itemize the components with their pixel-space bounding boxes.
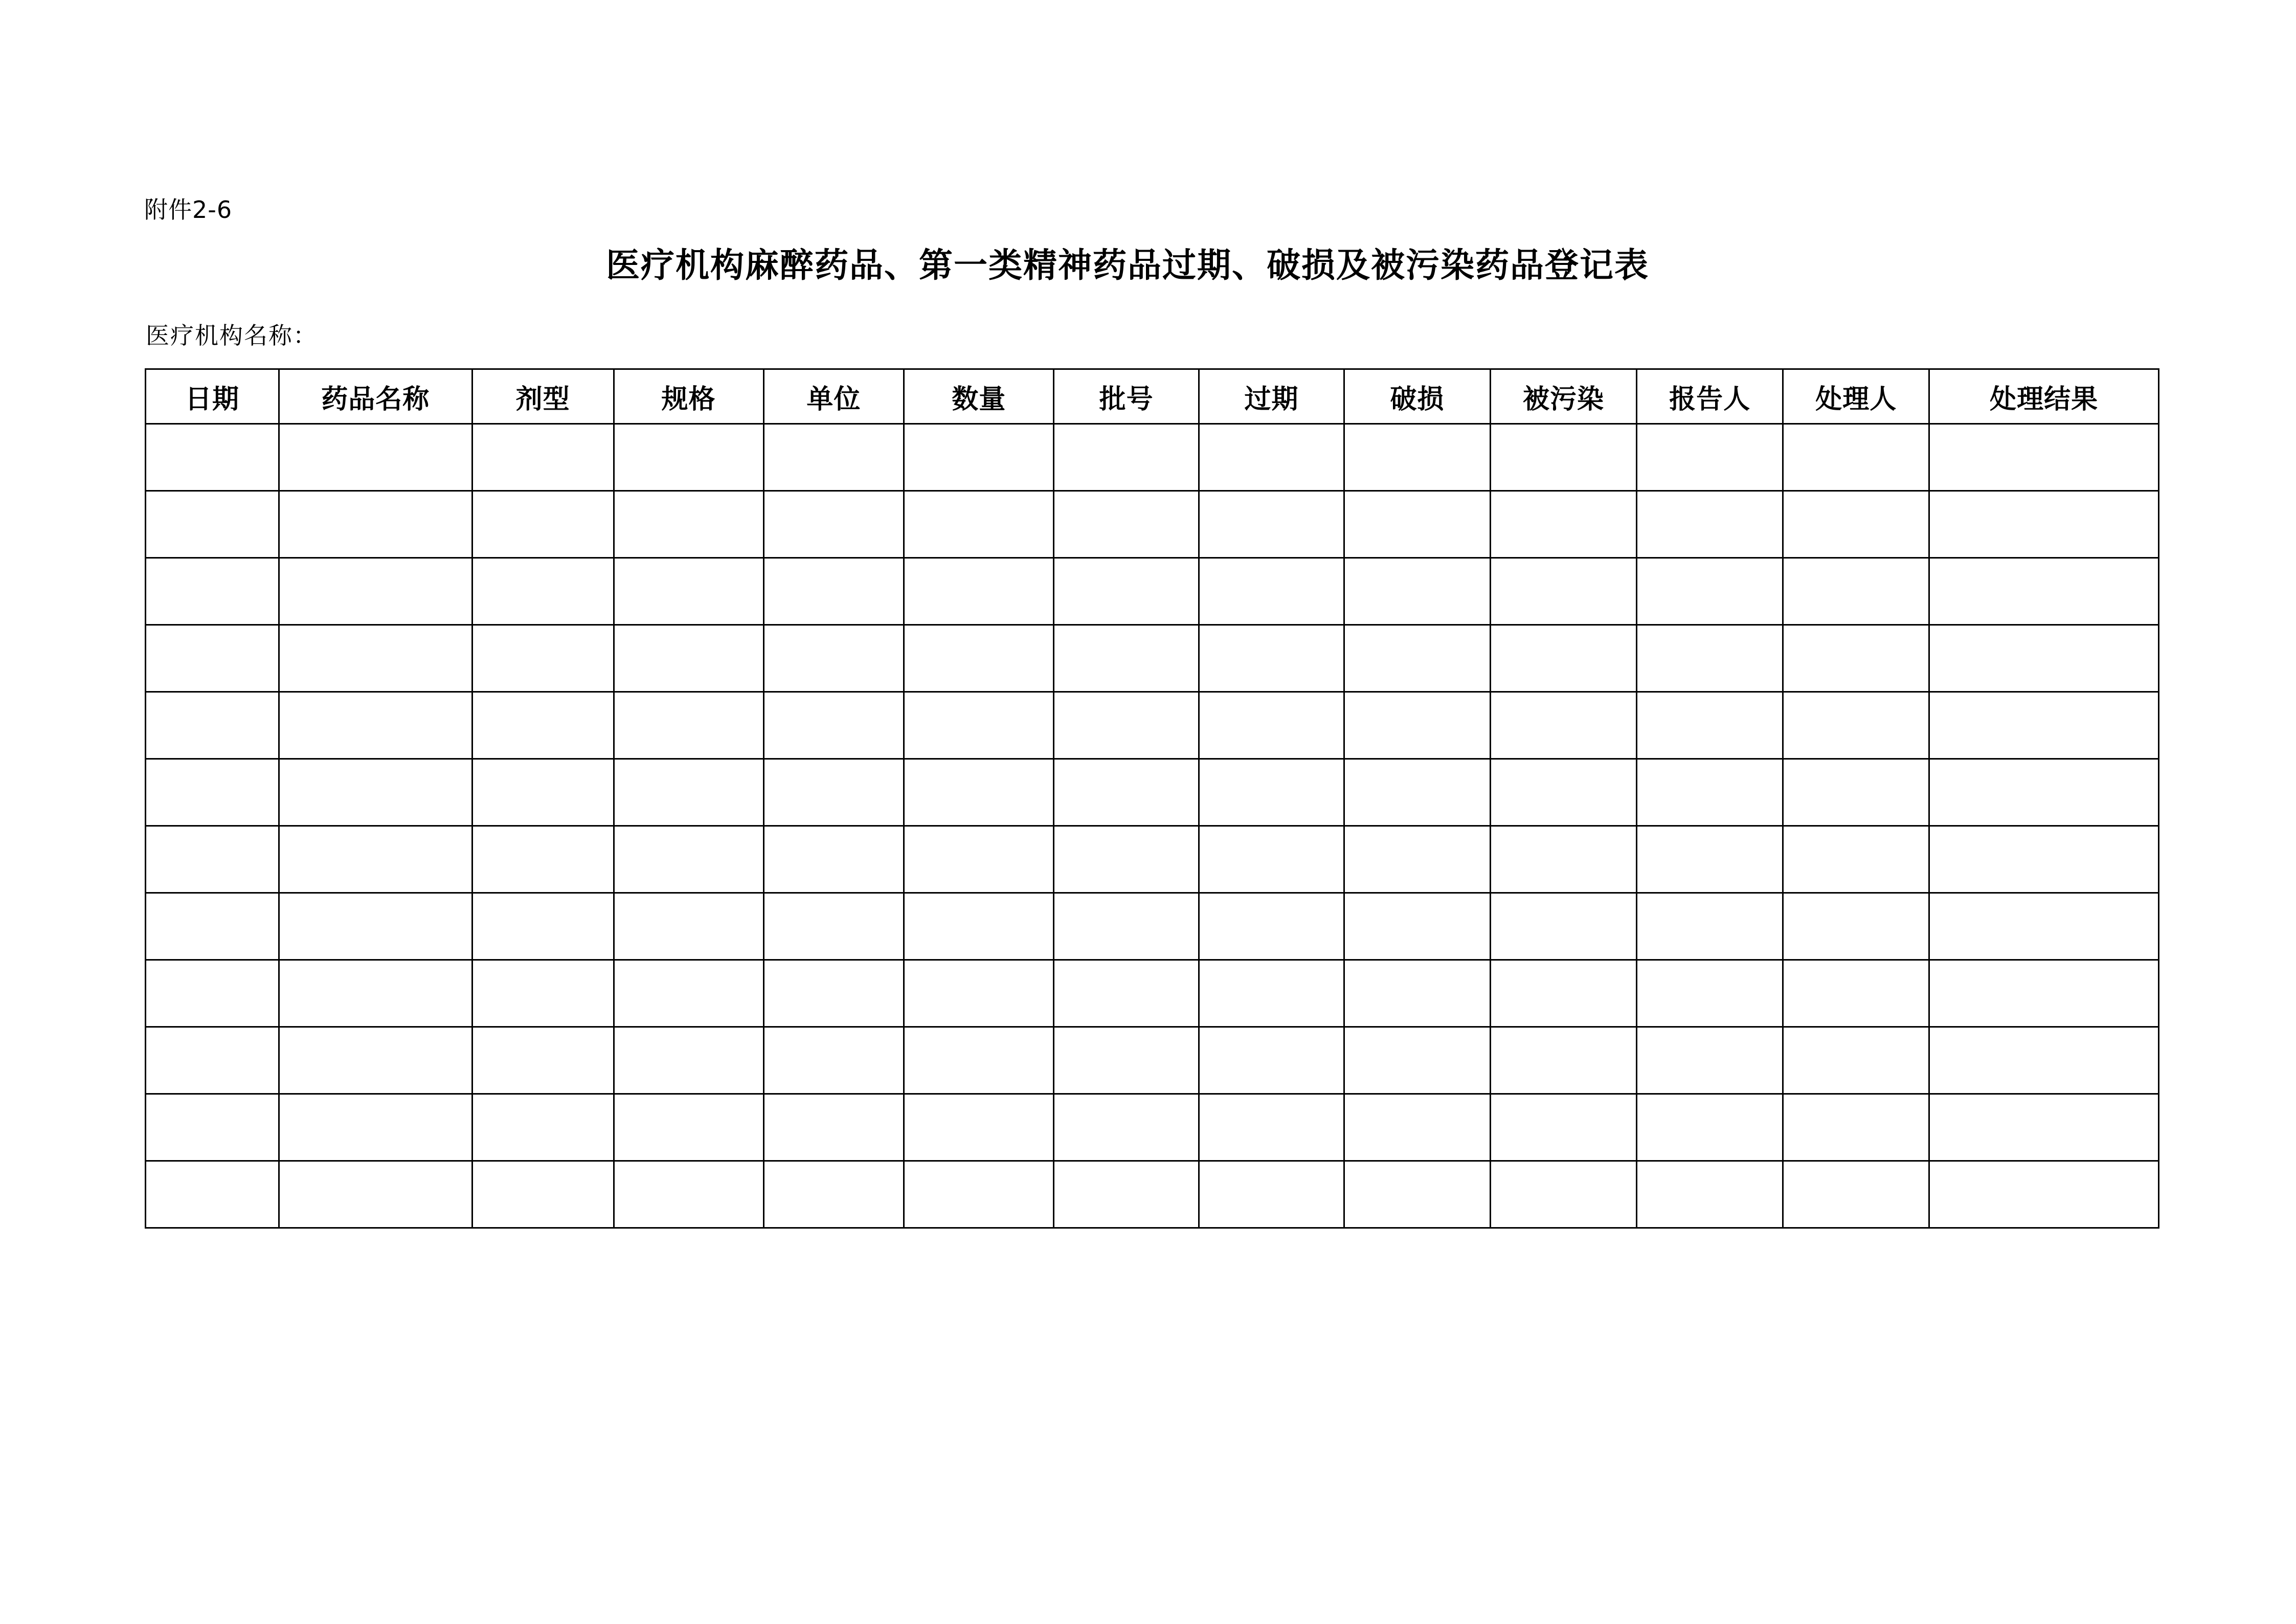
cell-damaged[interactable]: [1344, 424, 1490, 491]
cell-drug-name[interactable]: [279, 1161, 472, 1228]
cell-quantity[interactable]: [904, 1027, 1054, 1094]
cell-batch-number[interactable]: [1054, 960, 1199, 1027]
cell-batch-number[interactable]: [1054, 558, 1199, 625]
cell-drug-name[interactable]: [279, 491, 472, 558]
cell-handler[interactable]: [1783, 558, 1929, 625]
cell-date[interactable]: [146, 1094, 279, 1161]
cell-result[interactable]: [1929, 826, 2159, 893]
cell-damaged[interactable]: [1344, 625, 1490, 692]
cell-date[interactable]: [146, 692, 279, 759]
cell-contaminated[interactable]: [1490, 1161, 1636, 1228]
cell-quantity[interactable]: [904, 759, 1054, 826]
cell-quantity[interactable]: [904, 424, 1054, 491]
cell-contaminated[interactable]: [1490, 826, 1636, 893]
cell-handler[interactable]: [1783, 893, 1929, 960]
cell-result[interactable]: [1929, 1094, 2159, 1161]
table-row[interactable]: [146, 960, 2159, 1027]
page-title: 医疗机构麻醉药品、第一类精神药品过期、破损及被污染药品登记表: [606, 247, 1649, 284]
cell-contaminated[interactable]: [1490, 491, 1636, 558]
cell-handler[interactable]: [1783, 491, 1929, 558]
cell-date[interactable]: [146, 826, 279, 893]
table-row[interactable]: [146, 424, 2159, 491]
cell-reporter[interactable]: [1637, 424, 1783, 491]
cell-dosage-form[interactable]: [472, 759, 614, 826]
cell-batch-number[interactable]: [1054, 826, 1199, 893]
table-header-row: [146, 369, 2159, 424]
cell-specification[interactable]: [614, 1027, 763, 1094]
cell-date[interactable]: [146, 1027, 279, 1094]
cell-unit[interactable]: [763, 826, 904, 893]
cell-drug-name[interactable]: [279, 826, 472, 893]
table-row[interactable]: [146, 893, 2159, 960]
attachment-label: 附件2-6: [144, 196, 233, 224]
cell-damaged[interactable]: [1344, 558, 1490, 625]
cell-specification[interactable]: [614, 1094, 763, 1161]
column-header-expired: 过期: [1199, 369, 1344, 424]
table-body: [146, 424, 2159, 1228]
cell-unit[interactable]: [763, 893, 904, 960]
cell-quantity[interactable]: [904, 491, 1054, 558]
cell-contaminated[interactable]: [1490, 625, 1636, 692]
cell-expired[interactable]: [1199, 558, 1344, 625]
cell-reporter[interactable]: [1637, 960, 1783, 1027]
cell-contaminated[interactable]: [1490, 692, 1636, 759]
cell-drug-name[interactable]: [279, 1027, 472, 1094]
cell-specification[interactable]: [614, 1161, 763, 1228]
cell-drug-name[interactable]: [279, 558, 472, 625]
cell-unit[interactable]: [763, 558, 904, 625]
cell-damaged[interactable]: [1344, 759, 1490, 826]
cell-dosage-form[interactable]: [472, 491, 614, 558]
cell-dosage-form[interactable]: [472, 692, 614, 759]
column-header-contaminated: 被污染: [1490, 369, 1636, 424]
table-row[interactable]: [146, 692, 2159, 759]
cell-expired[interactable]: [1199, 1161, 1344, 1228]
organization-name-field: [146, 317, 318, 351]
cell-quantity[interactable]: [904, 826, 1054, 893]
cell-reporter[interactable]: [1637, 625, 1783, 692]
cell-dosage-form[interactable]: [472, 1094, 614, 1161]
cell-reporter[interactable]: [1637, 491, 1783, 558]
cell-reporter[interactable]: [1637, 1094, 1783, 1161]
cell-dosage-form[interactable]: [472, 1161, 614, 1228]
cell-reporter[interactable]: [1637, 759, 1783, 826]
cell-damaged[interactable]: [1344, 1027, 1490, 1094]
table-row[interactable]: [146, 1161, 2159, 1228]
registration-table: [145, 368, 2159, 1229]
cell-date[interactable]: [146, 491, 279, 558]
cell-drug-name[interactable]: [279, 692, 472, 759]
cell-result[interactable]: [1929, 759, 2159, 826]
cell-drug-name[interactable]: [279, 893, 472, 960]
cell-result[interactable]: [1929, 424, 2159, 491]
cell-specification[interactable]: [614, 826, 763, 893]
cell-drug-name[interactable]: [279, 625, 472, 692]
column-header-handler: 处理人: [1783, 369, 1929, 424]
cell-dosage-form[interactable]: [472, 558, 614, 625]
cell-batch-number[interactable]: [1054, 759, 1199, 826]
cell-unit[interactable]: [763, 692, 904, 759]
cell-handler[interactable]: [1783, 424, 1929, 491]
cell-contaminated[interactable]: [1490, 1094, 1636, 1161]
cell-quantity[interactable]: [904, 1094, 1054, 1161]
cell-reporter[interactable]: [1637, 1161, 1783, 1228]
cell-drug-name[interactable]: [279, 1094, 472, 1161]
cell-expired[interactable]: [1199, 960, 1344, 1027]
table-row[interactable]: [146, 625, 2159, 692]
cell-quantity[interactable]: [904, 692, 1054, 759]
cell-dosage-form[interactable]: [472, 893, 614, 960]
column-header-specification: 规格: [614, 369, 763, 424]
cell-batch-number[interactable]: [1054, 491, 1199, 558]
cell-unit[interactable]: [763, 625, 904, 692]
cell-drug-name[interactable]: [279, 759, 472, 826]
cell-quantity[interactable]: [904, 625, 1054, 692]
cell-batch-number[interactable]: [1054, 424, 1199, 491]
cell-handler[interactable]: [1783, 826, 1929, 893]
cell-damaged[interactable]: [1344, 960, 1490, 1027]
cell-reporter[interactable]: [1637, 826, 1783, 893]
column-header-reporter: 报告人: [1637, 369, 1783, 424]
column-header-date: 日期: [146, 369, 279, 424]
cell-result[interactable]: [1929, 625, 2159, 692]
cell-expired[interactable]: [1199, 424, 1344, 491]
cell-batch-number[interactable]: [1054, 1094, 1199, 1161]
cell-expired[interactable]: [1199, 759, 1344, 826]
cell-expired[interactable]: [1199, 692, 1344, 759]
cell-date[interactable]: [146, 759, 279, 826]
cell-handler[interactable]: [1783, 759, 1929, 826]
cell-contaminated[interactable]: [1490, 893, 1636, 960]
cell-result[interactable]: [1929, 692, 2159, 759]
cell-expired[interactable]: [1199, 625, 1344, 692]
cell-specification[interactable]: [614, 759, 763, 826]
cell-date[interactable]: [146, 424, 279, 491]
cell-damaged[interactable]: [1344, 692, 1490, 759]
cell-date[interactable]: [146, 558, 279, 625]
cell-unit[interactable]: [763, 1027, 904, 1094]
column-header-unit: 单位: [763, 369, 904, 424]
cell-damaged[interactable]: [1344, 491, 1490, 558]
cell-contaminated[interactable]: [1490, 1027, 1636, 1094]
cell-dosage-form[interactable]: [472, 625, 614, 692]
cell-reporter[interactable]: [1637, 893, 1783, 960]
cell-contaminated[interactable]: [1490, 759, 1636, 826]
cell-drug-name[interactable]: [279, 424, 472, 491]
cell-unit[interactable]: [763, 1094, 904, 1161]
cell-drug-name[interactable]: [279, 960, 472, 1027]
cell-dosage-form[interactable]: [472, 1027, 614, 1094]
cell-specification[interactable]: [614, 692, 763, 759]
cell-handler[interactable]: [1783, 1161, 1929, 1228]
cell-expired[interactable]: [1199, 491, 1344, 558]
cell-date[interactable]: [146, 625, 279, 692]
cell-date[interactable]: [146, 960, 279, 1027]
cell-result[interactable]: [1929, 960, 2159, 1027]
table-row[interactable]: [146, 826, 2159, 893]
cell-expired[interactable]: [1199, 1027, 1344, 1094]
cell-handler[interactable]: [1783, 692, 1929, 759]
cell-contaminated[interactable]: [1490, 558, 1636, 625]
cell-date[interactable]: [146, 1161, 279, 1228]
table-row[interactable]: [146, 491, 2159, 558]
column-header-quantity: 数量: [904, 369, 1054, 424]
cell-result[interactable]: [1929, 491, 2159, 558]
cell-quantity[interactable]: [904, 960, 1054, 1027]
cell-reporter[interactable]: [1637, 558, 1783, 625]
cell-damaged[interactable]: [1344, 893, 1490, 960]
cell-batch-number[interactable]: [1054, 625, 1199, 692]
column-header-result: 处理结果: [1929, 369, 2159, 424]
cell-damaged[interactable]: [1344, 1161, 1490, 1228]
cell-batch-number[interactable]: [1054, 1027, 1199, 1094]
cell-specification[interactable]: [614, 893, 763, 960]
cell-unit[interactable]: [763, 1161, 904, 1228]
cell-batch-number[interactable]: [1054, 692, 1199, 759]
cell-reporter[interactable]: [1637, 692, 1783, 759]
cell-unit[interactable]: [763, 491, 904, 558]
cell-unit[interactable]: [763, 759, 904, 826]
table-row[interactable]: [146, 1027, 2159, 1094]
cell-expired[interactable]: [1199, 1094, 1344, 1161]
cell-result[interactable]: [1929, 1161, 2159, 1228]
cell-dosage-form[interactable]: [472, 826, 614, 893]
cell-contaminated[interactable]: [1490, 424, 1636, 491]
cell-handler[interactable]: [1783, 960, 1929, 1027]
cell-handler[interactable]: [1783, 1027, 1929, 1094]
cell-damaged[interactable]: [1344, 826, 1490, 893]
column-header-damaged: 破损: [1344, 369, 1490, 424]
cell-batch-number[interactable]: [1054, 893, 1199, 960]
cell-expired[interactable]: [1199, 826, 1344, 893]
cell-quantity[interactable]: [904, 558, 1054, 625]
cell-dosage-form[interactable]: [472, 960, 614, 1027]
organization-name-label: 医疗机构名称：: [146, 322, 318, 349]
cell-contaminated[interactable]: [1490, 960, 1636, 1027]
table-row[interactable]: [146, 1094, 2159, 1161]
cell-result[interactable]: [1929, 558, 2159, 625]
cell-handler[interactable]: [1783, 625, 1929, 692]
cell-specification[interactable]: [614, 558, 763, 625]
cell-expired[interactable]: [1199, 893, 1344, 960]
column-header-dosage-form: 剂型: [472, 369, 614, 424]
cell-result[interactable]: [1929, 1027, 2159, 1094]
column-header-drug-name: 药品名称: [279, 369, 472, 424]
cell-specification[interactable]: [614, 960, 763, 1027]
cell-quantity[interactable]: [904, 893, 1054, 960]
table-row[interactable]: [146, 759, 2159, 826]
cell-unit[interactable]: [763, 960, 904, 1027]
cell-result[interactable]: [1929, 893, 2159, 960]
registration-table-wrapper: [145, 368, 2159, 1229]
cell-damaged[interactable]: [1344, 1094, 1490, 1161]
table-row[interactable]: [146, 558, 2159, 625]
column-header-batch-number: 批号: [1054, 369, 1199, 424]
cell-dosage-form[interactable]: [472, 424, 614, 491]
cell-specification[interactable]: [614, 491, 763, 558]
cell-quantity[interactable]: [904, 1161, 1054, 1228]
cell-specification[interactable]: [614, 424, 763, 491]
cell-unit[interactable]: [763, 424, 904, 491]
cell-date[interactable]: [146, 893, 279, 960]
cell-reporter[interactable]: [1637, 1027, 1783, 1094]
cell-batch-number[interactable]: [1054, 1161, 1199, 1228]
cell-specification[interactable]: [614, 625, 763, 692]
cell-handler[interactable]: [1783, 1094, 1929, 1161]
